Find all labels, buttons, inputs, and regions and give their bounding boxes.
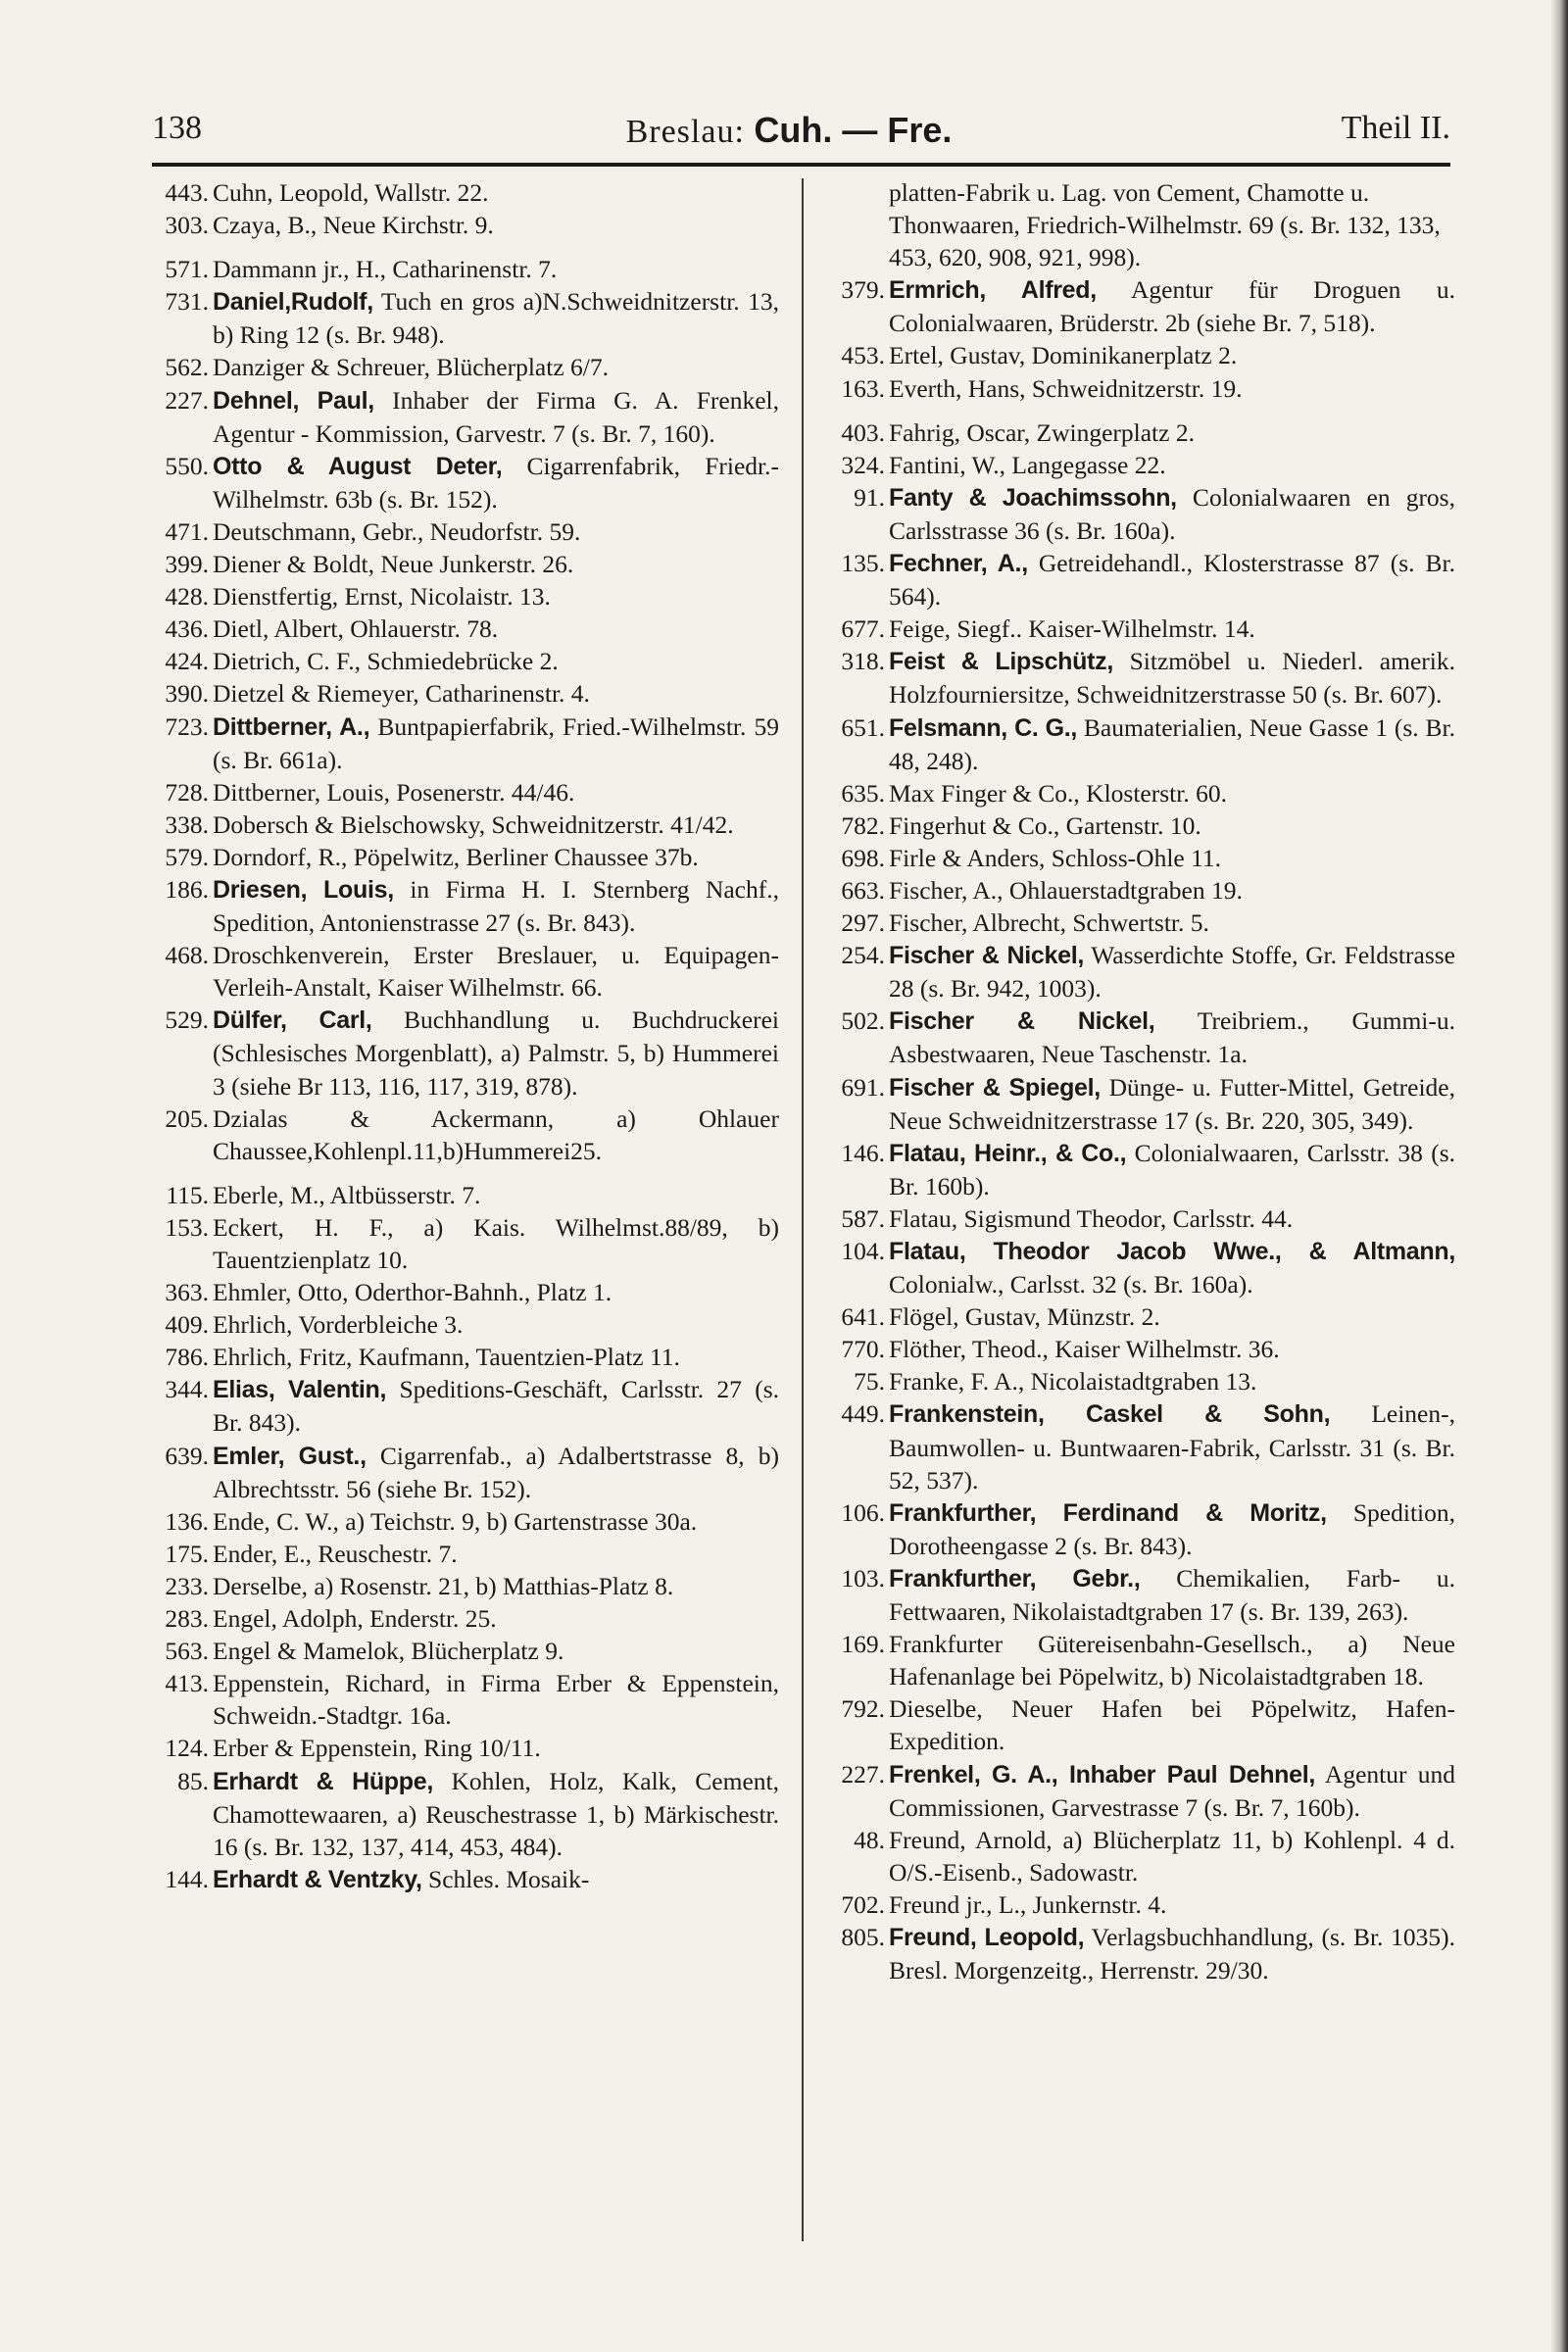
continued-entry: platten-Fabrik u. Lag. von Cement, Chamotte u. Thonwaaren, Friedrich-Wilhelmstr. 69 (s. Br. 132, 133, 453, 620, 908, 921, 998).: [889, 178, 1441, 272]
entry-text: Ende, C. W., a) Teichstr. 9, b) Gartenstrasse 30a.: [213, 1506, 698, 1536]
entry-name-bold: Flatau, Theodor Jacob Wwe., & Altmann,: [889, 1238, 1455, 1265]
entry-number: 169.: [841, 1630, 885, 1659]
entry-number: 91.: [854, 482, 885, 512]
entry-number: 205.: [165, 1103, 209, 1133]
directory-entry: [828, 809, 1455, 842]
left-column: [152, 176, 779, 1896]
entry-name-bold: Fechner, A.,: [889, 550, 1028, 578]
entry-number: 702.: [841, 1889, 885, 1919]
directory-entry: [828, 1137, 1455, 1202]
directory-entry: [828, 273, 1455, 339]
entry-number: 677.: [841, 614, 885, 644]
entry-number: 403.: [841, 417, 885, 447]
entry-number: 103.: [841, 1563, 885, 1592]
directory-entry: [152, 548, 779, 580]
entry-text: Buchhandlung u. Buchdruckerei (Schlesisches Morgenblatt), a) Palmstr. 5, b) Hummerei 3 (siehe Br 113, 116, 117, 319, 878).: [213, 1005, 779, 1101]
entry-number: 227.: [841, 1759, 885, 1788]
entry-name-bold: Flatau, Heinr., & Co.,: [889, 1139, 1127, 1167]
entry-text: Dobersch & Bielschowsky, Schweidnitzerstr. 41/42.: [213, 809, 734, 839]
entry-number: 471.: [165, 516, 209, 546]
directory-entry: [152, 776, 779, 808]
entry-text: Schles. Mosaik-: [421, 1864, 590, 1893]
entry-text: Kohlen, Holz, Kalk, Cement, Chamottewaaren, a) Reuschestrasse 1, b) Märkischestr. 16 (s. Br. 132, 137, 414, 453, 484).: [213, 1766, 779, 1861]
entry-text: Franke, F. A., Nicolaistadtgraben 13.: [889, 1367, 1257, 1396]
entry-text: Fantini, W., Langegasse 22.: [889, 450, 1166, 479]
entry-text: Leinen-, Baumwollen- u. Buntwaaren-Fabrik, Carlsstr. 31 (s. Br. 52, 537).: [889, 1399, 1455, 1494]
entry-name-bold: Fischer & Nickel,: [889, 1007, 1155, 1036]
entry-number: 75.: [854, 1367, 885, 1396]
entry-number: 639.: [165, 1441, 209, 1470]
entry-name-bold: Ermrich, Alfred,: [889, 276, 1097, 305]
entry-number: 85.: [177, 1766, 209, 1795]
entry-number: 146.: [841, 1138, 885, 1167]
entry-text: Fischer, Albrecht, Schwertstr. 5.: [889, 908, 1209, 938]
directory-entry: [152, 253, 779, 285]
directory-entry: [152, 580, 779, 612]
entry-number: 651.: [841, 712, 885, 742]
entry-text: Dorndorf, R., Pöpelwitz, Berliner Chaussee 37b.: [213, 842, 699, 871]
alphabet-range: Cuh. — Fre.: [754, 110, 953, 150]
entry-number: 453.: [841, 341, 885, 370]
part-label: Theil II.: [1341, 110, 1450, 146]
entry-number: 363.: [165, 1278, 209, 1307]
entry-number: 324.: [841, 450, 885, 479]
directory-entry: [152, 939, 779, 1004]
entry-name-bold: Fanty & Joachimssohn,: [889, 483, 1177, 512]
right-column: [828, 176, 1455, 1986]
directory-entry: [828, 1758, 1455, 1824]
entry-text: Ehmler, Otto, Oderthor-Bahnh., Platz 1.: [213, 1278, 612, 1307]
entry-text: Buntpapierfabrik, Fried.-Wilhelmstr. 59 (s. Br. 661a).: [213, 711, 779, 774]
entry-text: Fahrig, Oscar, Zwingerplatz 2.: [889, 417, 1195, 447]
directory-entry: [152, 1211, 779, 1276]
entry-text: Dietl, Albert, Ohlauerstr. 78.: [213, 614, 499, 644]
entry-number: 731.: [165, 287, 209, 317]
entry-text: Tuch en gros a)N.Schweidnitzerstr. 13, b) Ring 12 (s. Br. 948).: [213, 287, 779, 350]
entry-text: Eppenstein, Richard, in Firma Erber & Eppenstein, Schweidn.-Stadtgr. 16a.: [213, 1669, 779, 1731]
entry-text: Deutschmann, Gebr., Neudorfstr. 59.: [213, 516, 581, 546]
entry-text: Wasserdichte Stoffe, Gr. Feldstrasse 28 (s. Br. 942, 1003).: [889, 941, 1455, 1004]
directory-entry: [828, 1300, 1455, 1333]
directory-entry: [152, 515, 779, 548]
entry-text: Dünge- u. Futter-Mittel, Getreide, Neue Schweidnitzerstrasse 17 (s. Br. 220, 305, 349).: [889, 1072, 1455, 1135]
entry-text: Cigarrenfabrik, Friedr.-Wilhelmstr. 63b (s. Br. 152).: [213, 451, 779, 514]
entry-number: 562.: [165, 353, 209, 382]
entry-number: 436.: [165, 614, 209, 644]
directory-entry: [152, 1276, 779, 1308]
entry-text: Dietzel & Riemeyer, Catharinenstr. 4.: [213, 679, 590, 709]
entry-text: Dienstfertig, Ernst, Nicolaistr. 13.: [213, 582, 551, 612]
directory-entry: [152, 209, 779, 241]
entry-text: Ertel, Gustav, Dominikanerplatz 2.: [889, 341, 1238, 370]
entry-text: Czaya, B., Neue Kirchstr. 9.: [213, 211, 494, 240]
entry-name-bold: Erhardt & Hüppe,: [213, 1767, 433, 1795]
entry-number: 379.: [841, 275, 885, 305]
entry-number: 318.: [841, 647, 885, 676]
entry-text: Spedition, Dorotheengasse 2 (s. Br. 843).: [889, 1497, 1455, 1560]
directory-entry: [152, 384, 779, 450]
entry-number: 136.: [165, 1506, 209, 1536]
entry-text: Dammann jr., H., Catharinenstr. 7.: [213, 255, 558, 284]
entry-number: 106.: [841, 1497, 885, 1527]
entry-text: Ender, E., Reuschestr. 7.: [213, 1539, 458, 1568]
entry-name-bold: Dittberner, A.,: [213, 712, 370, 741]
page-header: [152, 110, 1450, 157]
entry-number: 663.: [841, 875, 885, 905]
entry-name-bold: Dülfer, Carl,: [213, 1006, 372, 1035]
directory-entry: [152, 1765, 779, 1863]
directory-entry: [828, 874, 1455, 906]
entry-text: Colonialw., Carlsst. 32 (s. Br. 160a).: [889, 1270, 1253, 1299]
entry-number: 691.: [841, 1072, 885, 1102]
entry-text: Speditions-Geschäft, Carlsstr. 27 (s. Br. 843).: [213, 1375, 779, 1438]
entry-text: Feige, Siegf.. Kaiser-Wilhelmstr. 14.: [889, 614, 1255, 644]
directory-entry: [828, 711, 1455, 777]
directory-entry: [152, 1440, 779, 1505]
entry-number: 413.: [165, 1669, 209, 1698]
entry-text: Dieselbe, Neuer Hafen bei Pöpelwitz, Hafen-Expedition.: [889, 1694, 1455, 1756]
entry-text: Eberle, M., Altbüsserstr. 7.: [213, 1180, 481, 1209]
entry-text: Flöther, Theod., Kaiser Wilhelmstr. 36.: [889, 1335, 1280, 1364]
entry-text: Freund, Arnold, a) Blücherplatz 11, b) Kohlenpl. 4 d. O/S.-Eisenb., Sadowastr.: [889, 1825, 1455, 1886]
directory-entry: [152, 808, 779, 841]
directory-entry: [152, 1538, 779, 1570]
entry-name-bold: Otto & August Deter,: [213, 452, 503, 480]
directory-entry: [828, 612, 1455, 645]
entry-number: 163.: [841, 373, 885, 403]
entry-text: Fingerhut & Co., Gartenstr. 10.: [889, 810, 1201, 840]
entry-name-bold: Daniel,Rudolf,: [213, 288, 373, 317]
entry-number: 428.: [165, 582, 209, 612]
entry-number: 786.: [165, 1343, 209, 1372]
directory-entry: [828, 1692, 1455, 1757]
entry-number: 390.: [165, 679, 209, 709]
entry-number: 550.: [165, 451, 209, 480]
entry-text: Agentur und Commissionen, Garvestrasse 7 (s. Br. 7, 160b).: [889, 1759, 1455, 1822]
directory-entry: [828, 339, 1455, 371]
directory-entry: [828, 1397, 1455, 1495]
entry-text: Derselbe, a) Rosenstr. 21, b) Matthias-Platz 8.: [213, 1571, 674, 1600]
directory-entry: [828, 416, 1455, 449]
entry-number: 443.: [165, 178, 209, 207]
entry-number: 571.: [165, 255, 209, 284]
entry-number: 579.: [165, 842, 209, 871]
entry-number: 698.: [841, 843, 885, 872]
city-label: Breslau:: [625, 114, 745, 150]
directory-entry: [152, 710, 779, 776]
directory-entry: [828, 645, 1455, 710]
directory-entry: [152, 450, 779, 515]
entry-number: 770.: [841, 1335, 885, 1364]
entry-text: Flatau, Sigismund Theodor, Carlsstr. 44.: [889, 1203, 1294, 1233]
entry-number: 563.: [165, 1637, 209, 1666]
entry-text: Max Finger & Co., Klosterstr. 60.: [889, 778, 1227, 808]
entry-number: 175.: [165, 1539, 209, 1568]
entry-text: Everth, Hans, Schweidnitzerstr. 19.: [889, 373, 1243, 403]
entry-text: Firle & Anders, Schloss-Ohle 11.: [889, 843, 1222, 872]
entry-name-bold: Fischer & Spiegel,: [889, 1073, 1101, 1102]
directory-entry: [152, 1667, 779, 1732]
directory-entry: [152, 1863, 779, 1896]
entry-text: Diener & Boldt, Neue Junkerstr. 26.: [213, 550, 574, 579]
entry-number: 135.: [841, 549, 885, 578]
directory-entry: [152, 1341, 779, 1373]
directory-entry: [152, 873, 779, 939]
page-number: 138: [152, 110, 202, 146]
entry-name-bold: Emler, Gust.,: [213, 1442, 367, 1470]
directory-entry: [828, 777, 1455, 809]
directory-entry: [828, 1071, 1455, 1137]
entry-number: 297.: [841, 908, 885, 938]
entry-text: Chemikalien, Farb- u. Fettwaaren, Nikolaistadtgraben 17 (s. Br. 139, 263).: [889, 1563, 1455, 1627]
directory-entry: [828, 1921, 1455, 1986]
entry-text: Cigarrenfab., a) Adalbertstrasse 8, b) Albrechtsstr. 56 (siehe Br. 152).: [213, 1441, 779, 1503]
entry-number: 728.: [165, 777, 209, 807]
entry-text: Verlagsbuchhandlung, (s. Br. 1035). Bresl. Morgenzeitg., Herrenstr. 29/30.: [889, 1922, 1455, 1985]
entry-number: 153.: [165, 1212, 209, 1242]
entry-text: Treibriem., Gummi-u. Asbestwaaren, Neue Taschenstr. 1a.: [889, 1006, 1455, 1069]
entry-number: 48.: [854, 1825, 885, 1854]
entry-number: 529.: [165, 1005, 209, 1035]
entry-text: Ehrlich, Vorderbleiche 3.: [213, 1310, 464, 1340]
directory-entry: [828, 939, 1455, 1004]
entry-text: Engel, Adolph, Enderstr. 25.: [213, 1604, 497, 1634]
directory-entry: [152, 1004, 779, 1102]
entry-text: Dzialas & Ackermann, a) Ohlauer Chaussee,Kohlenpl.11,b)Hummerei25.: [213, 1103, 779, 1165]
header-rule: [152, 163, 1450, 167]
entry-number: 104.: [841, 1237, 885, 1265]
entry-number: 399.: [165, 550, 209, 579]
entry-number: 144.: [165, 1864, 209, 1893]
directory-entry: [828, 1365, 1455, 1397]
entry-text: Dittberner, Louis, Posenerstr. 44/46.: [213, 777, 575, 807]
directory-entry: [828, 1628, 1455, 1692]
entry-text: Colonialwaaren, Carlsstr. 38 (s. Br. 160b).: [889, 1138, 1455, 1200]
entry-name-bold: Frenkel, G. A., Inhaber Paul Dehnel,: [889, 1760, 1316, 1788]
entry-number: 587.: [841, 1203, 885, 1233]
entry-number: 283.: [165, 1604, 209, 1634]
entry-text: Droschkenverein, Erster Breslauer, u. Equipagen-Verleih-Anstalt, Kaiser Wilhelmstr. 66.: [213, 941, 779, 1003]
entry-number: 641.: [841, 1302, 885, 1332]
directory-entry: [828, 1562, 1455, 1628]
directory-entry: [152, 1179, 779, 1211]
entry-name-bold: Feist & Lipschütz,: [889, 648, 1113, 676]
directory-entry: [152, 1373, 779, 1439]
entry-number: 115.: [166, 1180, 209, 1209]
directory-entry: [828, 1333, 1455, 1365]
directory-entry: [152, 285, 779, 351]
entry-text: Baumaterialien, Neue Gasse 1 (s. Br. 48, 248).: [889, 712, 1455, 775]
entry-text: Agentur für Droguen u. Colonialwaaren, Brüderstr. 2b (siehe Br. 7, 518).: [889, 275, 1455, 338]
entry-number: 124.: [165, 1734, 209, 1763]
entry-text: Cuhn, Leopold, Wallstr. 22.: [213, 178, 489, 207]
directory-entry: [152, 612, 779, 645]
entry-number: 254.: [841, 941, 885, 970]
entry-name-bold: Fischer & Nickel,: [889, 942, 1084, 970]
directory-entry: [828, 372, 1455, 405]
running-title: [583, 110, 995, 151]
directory-entry: [828, 1824, 1455, 1888]
entry-number: 502.: [841, 1006, 885, 1036]
entry-text: Danziger & Schreuer, Blücherplatz 6/7.: [213, 353, 609, 382]
column-divider: [802, 178, 804, 2241]
entry-text: in Firma H. I. Sternberg Nachf., Spedition, Antonienstrasse 27 (s. Br. 843).: [213, 874, 779, 938]
entry-name-bold: Freund, Leopold,: [889, 1923, 1085, 1951]
entry-text: Ehrlich, Fritz, Kaufmann, Tauentzien-Platz 11.: [213, 1343, 680, 1372]
entry-number: 805.: [841, 1922, 885, 1951]
directory-entry: [152, 176, 779, 209]
entry-number: 723.: [165, 711, 209, 741]
entry-number: 424.: [165, 647, 209, 676]
directory-entry: [828, 449, 1455, 481]
entry-name-bold: Frankfurther, Ferdinand & Moritz,: [889, 1498, 1327, 1527]
directory-entry: [152, 1732, 779, 1764]
entry-name-bold: Frankfurther, Gebr.,: [889, 1564, 1141, 1592]
directory-entry: [828, 842, 1455, 874]
directory-entry: [152, 351, 779, 383]
entry-text: Dietrich, C. F., Schmiedebrücke 2.: [213, 647, 559, 676]
entry-name-bold: Erhardt & Ventzky,: [213, 1865, 422, 1893]
entry-name-bold: Dehnel, Paul,: [213, 386, 374, 415]
directory-entry: [828, 547, 1455, 612]
page-edge: [1550, 0, 1568, 2352]
entry-text: Fischer, A., Ohlauerstadtgraben 19.: [889, 875, 1243, 905]
entry-text: Engel & Mamelok, Blücherplatz 9.: [213, 1637, 564, 1666]
entry-name-bold: Elias, Valentin,: [213, 1376, 387, 1404]
entry-number: 635.: [841, 778, 885, 808]
directory-entry: [828, 906, 1455, 939]
entry-text: Sitzmöbel u. Niederl. amerik. Holzfourniersitze, Schweidnitzerstrasse 50 (s. Br. 607).: [889, 647, 1455, 710]
entry-number: 344.: [165, 1375, 209, 1404]
entry-number: 233.: [165, 1571, 209, 1600]
entry-text: Colonialwaaren en gros, Carlsstrasse 36 (s. Br. 160a).: [889, 482, 1455, 545]
entry-name-bold: Driesen, Louis,: [213, 875, 394, 904]
directory-entry: [152, 1635, 779, 1667]
directory-entry: [152, 1505, 779, 1538]
entry-number: 186.: [165, 874, 209, 904]
entry-text: Inhaber der Firma G. A. Frenkel, Agentur - Kommission, Garvestr. 7 (s. Br. 7, 160).: [213, 385, 779, 448]
entry-text: Getreidehandl., Klosterstrasse 87 (s. Br. 564).: [889, 549, 1455, 612]
directory-entry: [152, 1602, 779, 1635]
entry-number: 782.: [841, 810, 885, 840]
directory-entry: [152, 1570, 779, 1602]
entry-text: Frankfurter Gütereisenbahn-Gesellsch., a) Neue Hafenanlage bei Pöpelwitz, b) Nicolaistadtgraben 18.: [889, 1630, 1455, 1691]
directory-entry: [152, 1308, 779, 1341]
directory-entry: [152, 1102, 779, 1167]
directory-entry: [828, 1004, 1455, 1070]
directory-entry: [152, 645, 779, 677]
entry-text: Erber & Eppenstein, Ring 10/11.: [213, 1734, 541, 1763]
entry-number: 468.: [165, 941, 209, 970]
entry-number: 449.: [841, 1399, 885, 1429]
entry-number: 227.: [165, 385, 209, 415]
entry-name-bold: Felsmann, C. G.,: [889, 713, 1078, 742]
directory-entry: [152, 677, 779, 710]
entry-number: 303.: [165, 211, 209, 240]
directory-entry: [828, 1888, 1455, 1921]
directory-entry: [152, 841, 779, 873]
directory-entry: [828, 481, 1455, 547]
entry-text: Flögel, Gustav, Münzstr. 2.: [889, 1302, 1160, 1332]
directory-entry: [828, 1202, 1455, 1235]
entry-text: Freund jr., L., Junkernstr. 4.: [889, 1889, 1167, 1919]
entry-number: 409.: [165, 1310, 209, 1340]
entry-number: 338.: [165, 809, 209, 839]
directory-entry: [828, 1496, 1455, 1562]
entry-name-bold: Frankenstein, Caskel & Sohn,: [889, 1400, 1331, 1429]
entry-number: 792.: [841, 1694, 885, 1724]
directory-entry: [828, 1235, 1455, 1300]
entry-text: Eckert, H. F., a) Kais. Wilhelmst.88/89, b) Tauentzienplatz 10.: [213, 1212, 779, 1274]
